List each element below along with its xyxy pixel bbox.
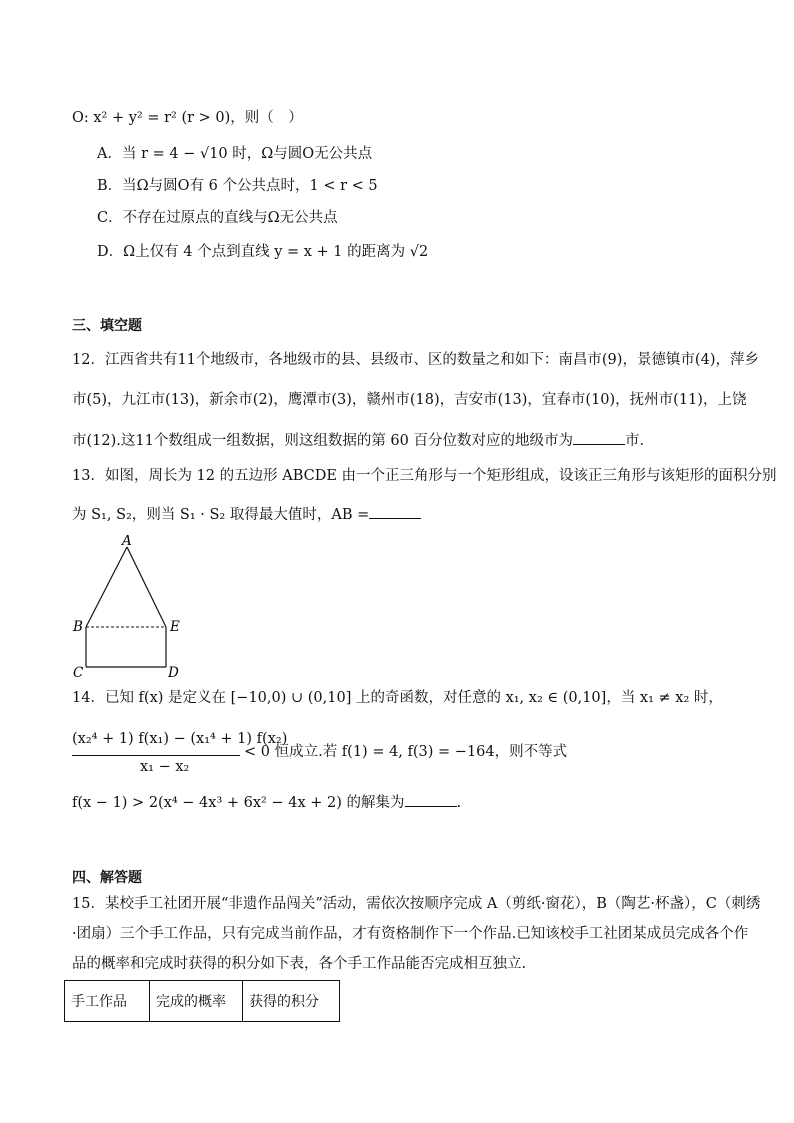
q12-answer-blank[interactable] (573, 430, 625, 445)
q15-score-table (64, 980, 340, 1022)
q12-line-1: 12．江西省共有11个地级市，各地级市的县、县级市、区的数量之和如下：南昌市(9)，景德镇市(4)，萍乡 (72, 352, 759, 368)
q12-line-3-end: 市. (625, 433, 645, 449)
label-e: E (170, 619, 180, 635)
q15-line-2: ·团扇）三个手工作品，只有完成当前作品，才有资格制作下一个作品.已知该校手工社团某成员完成各个作 (72, 926, 749, 942)
label-b: B (73, 619, 83, 635)
section-heading-fill-in: 三、填空题 (72, 318, 142, 334)
label-d: D (168, 665, 179, 680)
table-header-work: 手工作品 (65, 981, 150, 1022)
q14-fraction-numerator: (x₂⁴ + 1) f(x₁) − (x₁⁴ + 1) f(x₂) (72, 731, 288, 747)
edge-ae (127, 547, 166, 627)
q12-line-3 (72, 430, 644, 451)
q15-line-3: 品的概率和完成时获得的积分如下表，各个手工作品能否完成相互独立. (72, 956, 527, 972)
q14-fraction-denominator: x₁ − x₂ (140, 759, 190, 775)
q14-line-1: 14．已知 f(x) 是定义在 [−10,0) ∪ (0,10] 上的奇函数，对任意的 x₁, x₂ ∈ (0,10]，当 x₁ ≠ x₂ 时， (72, 690, 723, 706)
q14-line-3-end: . (456, 795, 462, 811)
q11-stem-end: O: x² + y² = r² (r > 0)，则（ ） (72, 110, 303, 126)
q11-option-b: B．当Ω与圆O有 6 个公共点时，1 < r < 5 (97, 178, 378, 194)
q14-line-2-tail: < 0 恒成立.若 f(1) = 4, f(3) = −164，则不等式 (244, 744, 568, 760)
q11-option-a: A．当 r = 4 − √10 时，Ω与圆O无公共点 (97, 146, 373, 162)
q14-line-3-text: f(x − 1) > 2(x⁴ − 4x³ + 6x² − 4x + 2) 的解集为 (72, 795, 405, 811)
edge-ab (86, 547, 127, 627)
q12-line-3-text: 市(12).这11个数组成一组数据，则这组数据的第 60 百分位数对应的地级市为 (72, 433, 573, 449)
q13-line-2 (72, 504, 421, 525)
table-row (65, 981, 340, 1022)
q11-option-c: C．不存在过原点的直线与Ω无公共点 (97, 210, 338, 226)
q14-fraction-bar (72, 755, 240, 756)
label-a: A (122, 535, 132, 549)
q14-answer-blank[interactable] (405, 792, 457, 807)
q12-line-2: 市(5)，九江市(13)，新余市(2)，鹰潭市(3)，赣州市(18)，吉安市(13)，宜春市(10)，抚州市(11)，上饶 (72, 392, 747, 408)
q13-line-1: 13．如图，周长为 12 的五边形 ABCDE 由一个正三角形与一个矩形组成，设该正三角形与该矩形的面积分别 (72, 468, 777, 484)
label-c: C (73, 665, 84, 680)
pentagon-figure (70, 535, 190, 680)
section-heading-solutions: 四、解答题 (72, 870, 142, 886)
q15-line-1: 15．某校手工社团开展“非遗作品闯关”活动，需依次按顺序完成 A（剪纸·窗花），B（陶艺·杯盏），C（刺绣 (72, 896, 761, 912)
table-header-probability: 完成的概率 (150, 981, 243, 1022)
q13-answer-blank[interactable] (369, 504, 421, 519)
table-header-points: 获得的积分 (243, 981, 340, 1022)
q13-line-2-text: 为 S₁, S₂，则当 S₁ · S₂ 取得最大值时，AB = (72, 507, 370, 523)
q14-line-3 (72, 792, 461, 813)
q11-option-d: D．Ω上仅有 4 个点到直线 y = x + 1 的距离为 √2 (97, 244, 429, 260)
